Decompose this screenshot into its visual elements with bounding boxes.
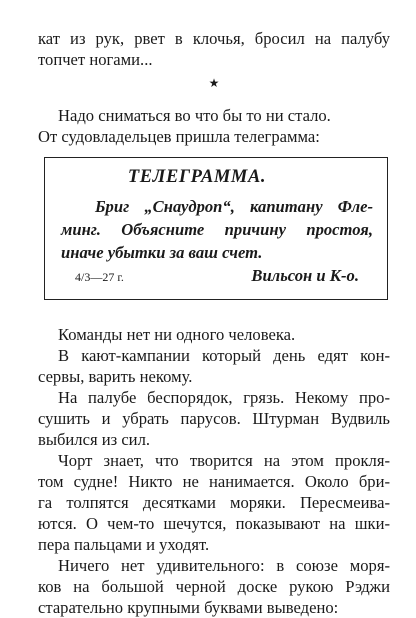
- text-line: От судовладельцев пришла телеграмма:: [38, 127, 320, 146]
- top-paragraph: [38, 28, 390, 70]
- intro-paragraph: [38, 105, 390, 147]
- text-line: га толпятся десятками моряки. Пересмеива-: [38, 493, 390, 512]
- text-line: сервы, варить некому.: [38, 367, 193, 386]
- text-line: выбился из сил.: [38, 430, 150, 449]
- paragraph: [38, 324, 390, 345]
- telegram-date: 4/3—27 г.: [75, 270, 124, 284]
- telegram-line: иначе убытки за ваш счет.: [61, 243, 263, 262]
- text-line: ков на большой черной доске рукою Рэджи: [38, 577, 390, 596]
- text-line: пера пальцами и уходят.: [38, 535, 210, 554]
- telegram-line: Бриг „Снаудроп“, капитану Фле-: [95, 197, 373, 216]
- paragraph: [38, 450, 390, 555]
- paragraph: [38, 555, 390, 618]
- text-line: ются. О чем-то шечутся, показывают на шки-: [38, 514, 390, 533]
- text-line: Надо сниматься во что бы то ни стало.: [58, 106, 331, 125]
- telegram-line: минг. Объясните причину простоя,: [61, 220, 373, 239]
- telegram-title: ТЕЛЕГРАММА.: [127, 167, 267, 187]
- text-line: том судне! Никто не нанимается. Около бри-: [38, 472, 390, 491]
- text-line: Команды нет ни одного человека.: [58, 325, 296, 344]
- star-separator-icon: ★: [208, 76, 220, 90]
- paragraph: [38, 345, 390, 387]
- text-line: В кают-кампании который день едят кон-: [58, 346, 390, 365]
- text-line: На палубе беспорядок, грязь. Некому про-: [58, 388, 390, 407]
- text-line: Ничего нет удивительного: в союзе моря-: [58, 556, 390, 575]
- text-line: топчет ногами...: [38, 50, 153, 69]
- telegram-body: [61, 195, 373, 264]
- body-text: [38, 324, 390, 618]
- text-line: Чорт знает, что творится на этом прокля-: [58, 451, 390, 470]
- text-line: старательно крупными буквами выведено:: [38, 598, 339, 617]
- text-line: кат из рук, рвет в клочья, бросил на палубу: [38, 29, 390, 48]
- telegram-signature: [61, 264, 373, 289]
- telegram-box: [44, 157, 388, 300]
- paragraph: [38, 387, 390, 450]
- text-line: сушить и убрать парусов. Штурман Вудвиль: [38, 409, 390, 428]
- telegram-sender: Вильсон и К-о.: [251, 266, 359, 285]
